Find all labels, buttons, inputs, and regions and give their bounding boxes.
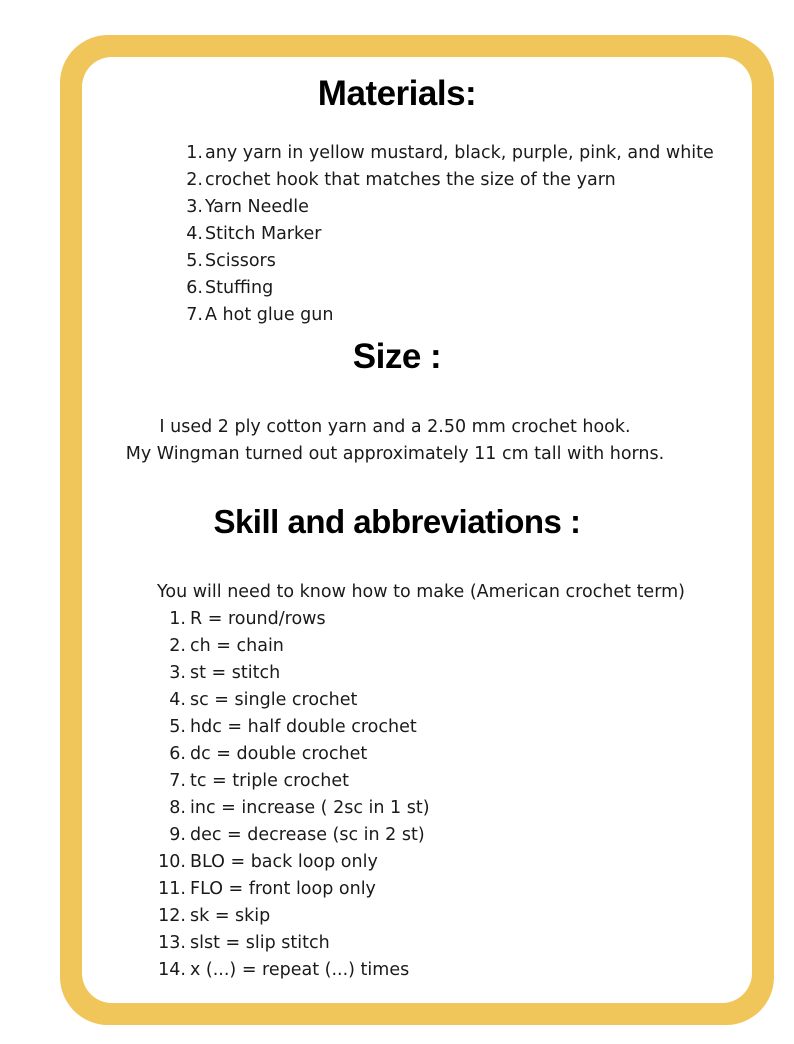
skills-intro: You will need to know how to make (American crochet term): [157, 582, 685, 602]
list-item-number: 6.: [169, 744, 186, 764]
size-description-line2: My Wingman turned out approximately 11 cm tall with horns.: [125, 444, 665, 464]
list-item-text: Stuffing: [205, 278, 274, 298]
list-item-number: 4.: [186, 224, 203, 244]
materials-list: [186, 140, 714, 329]
list-item-number: 2.: [186, 170, 203, 190]
list-item-number: 14.: [158, 960, 186, 980]
list-item-number: 5.: [186, 251, 203, 271]
list-item-text: Yarn Needle: [205, 197, 309, 217]
list-item-text: ch = chain: [190, 636, 284, 656]
list-item-number: 3.: [169, 663, 186, 683]
list-item: [169, 606, 430, 633]
list-item: [169, 795, 430, 822]
size-heading: Size :: [352, 337, 442, 376]
list-item-text: Scissors: [205, 251, 276, 271]
list-item: [158, 957, 430, 984]
list-item-number: 2.: [169, 636, 186, 656]
list-item-number: 12.: [158, 906, 186, 926]
list-item-text: any yarn in yellow mustard, black, purple, pink, and white: [205, 143, 714, 163]
list-item-number: 4.: [169, 690, 186, 710]
list-item-text: dec = decrease (sc in 2 st): [190, 825, 425, 845]
list-item-number: 13.: [158, 933, 186, 953]
list-item-text: dc = double crochet: [190, 744, 368, 764]
list-item: [169, 822, 430, 849]
list-item-text: sc = single crochet: [190, 690, 358, 710]
list-item-number: 5.: [169, 717, 186, 737]
materials-heading: Materials:: [317, 74, 477, 113]
list-item-text: st = stitch: [190, 663, 281, 683]
list-item-number: 1.: [169, 609, 186, 629]
list-item-text: BLO = back loop only: [190, 852, 378, 872]
list-item-number: 1.: [186, 143, 203, 163]
list-item: [169, 714, 430, 741]
list-item: [186, 221, 714, 248]
list-item: [158, 903, 430, 930]
list-item-number: 11.: [158, 879, 186, 899]
skills-heading: Skill and abbreviations :: [213, 503, 581, 540]
list-item: [169, 660, 430, 687]
list-item-text: FLO = front loop only: [190, 879, 376, 899]
list-item: [158, 876, 430, 903]
abbreviations-list: [158, 606, 430, 984]
list-item: [186, 275, 714, 302]
list-item-text: tc = triple crochet: [190, 771, 349, 791]
list-item-text: A hot glue gun: [205, 305, 334, 325]
list-item-number: 10.: [158, 852, 186, 872]
list-item: [169, 633, 430, 660]
list-item: [186, 194, 714, 221]
list-item: [186, 140, 714, 167]
list-item: [169, 768, 430, 795]
list-item-text: R = round/rows: [190, 609, 326, 629]
list-item-number: 8.: [169, 798, 186, 818]
list-item-text: x (...) = repeat (...) times: [190, 960, 410, 980]
list-item: [169, 741, 430, 768]
list-item: [158, 849, 430, 876]
list-item: [158, 930, 430, 957]
list-item: [186, 248, 714, 275]
list-item-text: Stitch Marker: [205, 224, 322, 244]
list-item-text: hdc = half double crochet: [190, 717, 417, 737]
list-item-number: 3.: [186, 197, 203, 217]
list-item-number: 9.: [169, 825, 186, 845]
list-item-text: inc = increase ( 2sc in 1 st): [190, 798, 430, 818]
list-item: [186, 167, 714, 194]
list-item-number: 6.: [186, 278, 203, 298]
list-item-number: 7.: [186, 305, 203, 325]
list-item-text: sk = skip: [190, 906, 271, 926]
list-item: [169, 687, 430, 714]
list-item-number: 7.: [169, 771, 186, 791]
list-item: [186, 302, 714, 329]
list-item-text: slst = slip stitch: [190, 933, 330, 953]
list-item-text: crochet hook that matches the size of the yarn: [205, 170, 616, 190]
size-description-line1: I used 2 ply cotton yarn and a 2.50 mm crochet hook.: [159, 417, 631, 437]
